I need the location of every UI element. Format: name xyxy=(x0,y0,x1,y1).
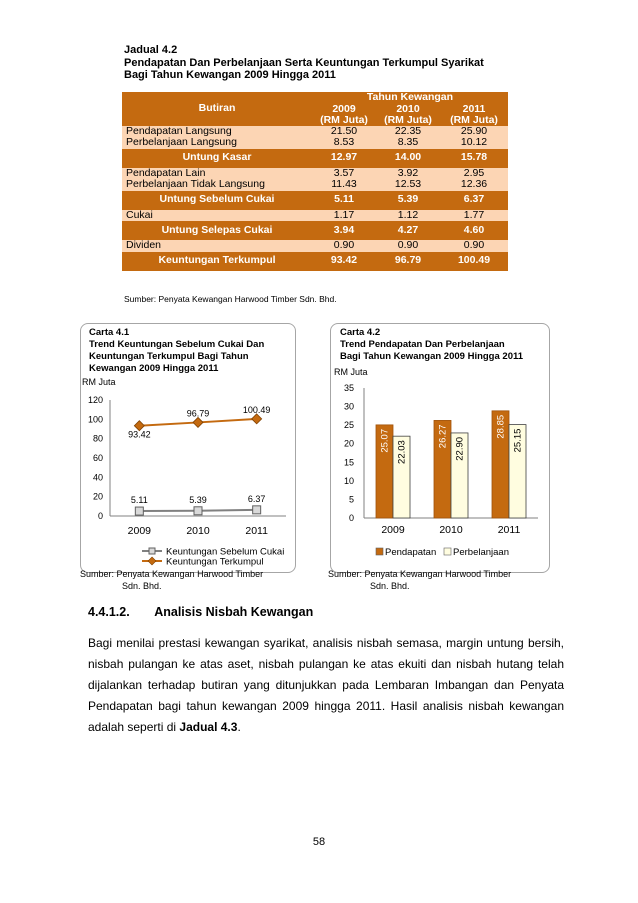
table-row xyxy=(122,210,508,222)
data-point xyxy=(135,507,143,515)
page-number: 58 xyxy=(312,836,326,848)
row-label: Pendapatan Langsung xyxy=(122,126,312,138)
legend-label: Perbelanjaan xyxy=(453,547,509,558)
row-value: 12.36 xyxy=(440,179,508,191)
y-tick-label: 100 xyxy=(87,414,103,425)
section-number: 4.4.1.2. xyxy=(88,605,130,619)
legend-swatch xyxy=(376,548,383,555)
chart-4-1-source: Sumber: Penyata Kewangan Harwood Timber Sdn. Bhd. xyxy=(80,569,264,591)
row-label: Pendapatan Lain xyxy=(122,168,312,180)
table-reference: Jadual 4.3 xyxy=(179,720,238,734)
table-row xyxy=(122,179,508,191)
table-row xyxy=(122,221,508,240)
row-value: 25.90 xyxy=(440,126,508,138)
row-value: 3.92 xyxy=(376,168,440,180)
data-point xyxy=(252,414,262,424)
y-tick-label: 10 xyxy=(343,475,354,486)
header-item: Butiran xyxy=(122,92,312,126)
legend-marker xyxy=(148,557,156,565)
data-label: 96.79 xyxy=(186,408,210,419)
row-label: Perbelanjaan Tidak Langsung xyxy=(122,179,312,191)
row-label: Untung Selepas Cukai xyxy=(122,221,312,240)
row-value: 3.57 xyxy=(312,168,376,180)
row-value: 21.50 xyxy=(312,126,376,138)
chart-4-1 xyxy=(80,370,294,572)
data-label: 5.11 xyxy=(130,495,148,506)
table-source: Sumber: Penyata Kewangan Harwood Timber Sdn. Bhd. xyxy=(124,294,337,304)
row-value: 15.78 xyxy=(440,149,508,168)
x-tick-label: 2010 xyxy=(439,524,463,536)
body-paragraph: Bagi menilai prestasi kewangan syarikat, analisis nisbah semasa, margin untung bersih, nisbah pulangan ke atas aset, nisbah pulangan ke atas ekuiti dan nisbah hutang telah dijalankan terhadap butiran yang ditunjukkan pada Lembaran Imbangan dan Penyata Pendapatan bagi tahun kewangan 2009 hingga 2011. Hasil analisis nisbah kewangan adalah seperti di Jadual 4.3. xyxy=(88,636,564,734)
row-value: 8.53 xyxy=(312,137,376,149)
header-year: 2010 (RM Juta) xyxy=(376,104,440,126)
row-value: 1.12 xyxy=(376,210,440,222)
section-heading xyxy=(88,605,313,619)
row-value: 96.79 xyxy=(376,252,440,271)
row-value: 4.60 xyxy=(440,221,508,240)
y-tick-label: 120 xyxy=(87,395,103,405)
row-value: 1.17 xyxy=(312,210,376,222)
row-value: 12.97 xyxy=(312,149,376,168)
y-tick-label: 40 xyxy=(92,472,103,483)
y-tick-label: 15 xyxy=(343,457,354,468)
legend-swatch xyxy=(444,548,451,555)
y-axis-label: RM Juta xyxy=(334,367,368,377)
table-row xyxy=(122,252,508,271)
table-title-line2: Bagi Tahun Kewangan 2009 Hingga 2011 xyxy=(124,69,336,81)
table-header-row-1 xyxy=(122,92,508,104)
chart-4-2 xyxy=(330,364,548,572)
financial-table xyxy=(122,92,508,271)
data-point xyxy=(193,417,203,427)
y-tick-label: 0 xyxy=(348,513,354,523)
header-year: 2011 (RM Juta) xyxy=(440,104,508,126)
header-group: Tahun Kewangan xyxy=(312,92,508,104)
row-value: 5.39 xyxy=(376,191,440,210)
y-tick-label: 35 xyxy=(343,383,354,393)
table-title-line1: Pendapatan Dan Perbelanjaan Serta Keuntungan Terkumpul Syarikat xyxy=(124,56,484,69)
x-tick-label: 2011 xyxy=(497,524,521,536)
bar-value-label: 28.85 xyxy=(495,414,507,439)
row-value: 14.00 xyxy=(376,149,440,168)
chart-4-2-source: Sumber: Penyata Kewangan Harwood Timber Sdn. Bhd. xyxy=(328,569,512,591)
row-value: 6.37 xyxy=(440,191,508,210)
legend-label: Keuntungan Terkumpul xyxy=(166,556,264,568)
x-tick-label: 2011 xyxy=(245,525,268,537)
y-tick-label: 20 xyxy=(343,438,354,449)
data-label: 5.39 xyxy=(189,494,207,505)
y-tick-label: 0 xyxy=(97,511,103,521)
bar-value-label: 22.03 xyxy=(396,440,408,464)
row-label: Perbelanjaan Langsung xyxy=(122,137,312,149)
table-row xyxy=(122,191,508,210)
table-body xyxy=(122,126,508,271)
bar-value-label: 26.27 xyxy=(437,424,449,449)
row-value: 12.53 xyxy=(376,179,440,191)
row-label: Dividen xyxy=(122,240,312,252)
table-row xyxy=(122,149,508,168)
row-label: Keuntungan Terkumpul xyxy=(122,252,312,271)
y-tick-label: 80 xyxy=(92,433,103,444)
y-tick-label: 60 xyxy=(92,453,103,463)
x-tick-label: 2010 xyxy=(186,525,210,537)
bar-value-label: 25.07 xyxy=(379,428,391,453)
data-label: 100.49 xyxy=(242,404,271,415)
row-label: Untung Sebelum Cukai xyxy=(122,191,312,210)
x-tick-label: 2009 xyxy=(381,524,405,536)
section-title: Analisis Nisbah Kewangan xyxy=(154,605,314,619)
row-value: 5.11 xyxy=(312,191,376,210)
x-tick-label: 2009 xyxy=(127,525,152,537)
data-label: 93.42 xyxy=(128,429,151,440)
table-label: Jadual 4.2 xyxy=(124,44,178,56)
row-label: Untung Kasar xyxy=(122,149,312,168)
row-value: 0.90 xyxy=(312,240,376,252)
y-tick-label: 5 xyxy=(348,494,354,505)
data-label: 6.37 xyxy=(247,493,266,504)
row-value: 8.35 xyxy=(376,137,440,149)
row-value: 4.27 xyxy=(376,221,440,240)
chart-4-1-title: Carta 4.1 Trend Keuntungan Sebelum Cukai Dan Keuntungan Terkumpul Bagi Tahun Kewangan 2009 Hingga 2011 xyxy=(89,327,265,374)
row-label: Cukai xyxy=(122,210,312,222)
y-axis-label: RM Juta xyxy=(82,377,116,387)
legend-label: Pendapatan xyxy=(385,547,437,558)
bar-value-label: 25.15 xyxy=(512,428,524,453)
bar-value-label: 22.90 xyxy=(454,436,466,461)
data-point xyxy=(253,506,261,514)
row-value: 93.42 xyxy=(312,252,376,271)
legend-marker xyxy=(149,548,155,554)
header-year: 2009 (RM Juta) xyxy=(312,104,376,126)
row-value: 2.95 xyxy=(440,168,508,180)
row-value: 3.94 xyxy=(312,221,376,240)
row-value: 100.49 xyxy=(440,252,508,271)
row-value: 11.43 xyxy=(312,179,376,191)
row-value: 22.35 xyxy=(376,126,440,138)
y-tick-label: 25 xyxy=(343,420,354,431)
y-tick-label: 20 xyxy=(92,491,103,502)
legend-label: Keuntungan Sebelum Cukai xyxy=(166,546,285,558)
row-value: 0.90 xyxy=(440,240,508,252)
row-value: 1.77 xyxy=(440,210,508,222)
table-row xyxy=(122,240,508,252)
row-value: 0.90 xyxy=(376,240,440,252)
data-point xyxy=(194,507,202,515)
y-tick-label: 30 xyxy=(343,401,354,412)
table-row xyxy=(122,137,508,149)
chart-4-2-title: Carta 4.2 Trend Pendapatan Dan Perbelanjaan Bagi Tahun Kewangan 2009 Hingga 2011 xyxy=(340,327,524,362)
row-value: 10.12 xyxy=(440,137,508,149)
table-caption xyxy=(124,44,484,82)
